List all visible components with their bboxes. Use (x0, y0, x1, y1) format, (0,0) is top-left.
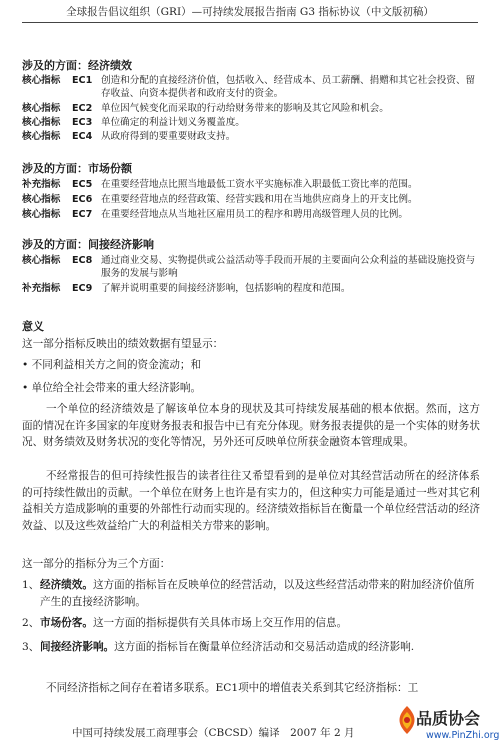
indicator-desc: 单位因气候变化而采取的行动给财务带来的影响及其它风险和机会。 (101, 103, 389, 114)
watermark-url[interactable]: www.PinZhi.org (426, 730, 500, 741)
indicator-desc: 通过商业交易、实物提供或公益活动等手段而开展的主要面向公众利益的基础设施投资与服务的发展与影响 (101, 255, 476, 279)
significance-intro: 这一部分指标反映出的绩效数据有望显示： (22, 338, 224, 350)
page-header: 全球报告倡议组织（GRI）—可持续发展报告指南 G3 指标协议（中文版初稿） (22, 4, 478, 23)
item-text: 这方面的指标旨在衡量单位经济活动和交易活动造成的经济影响. (114, 641, 415, 653)
item-bold-title: 经济绩效。 (40, 579, 93, 591)
indicator-desc: 单位确定的利益计划义务覆盖度。 (101, 117, 245, 128)
aspects-intro: 这一部分的指标分为三个方面： (22, 558, 171, 570)
indicator-desc: 创造和分配的直接经济价值，包括收入、经营成本、员工薪酬、捐赠和其它社会投资、留存收益、向资本提供者和政府支付的资金。 (101, 75, 476, 99)
paragraph-continuation: 不同经济指标之间存在着诸多联系。EC1项中的增值表关系到其它经济指标：工 (46, 682, 419, 694)
item-bold-title: 市场份客。 (40, 617, 93, 629)
bullet-item: • 单位给全社会带来的重大经济影响。 (22, 382, 202, 394)
indicator-code: EC3 (72, 117, 93, 128)
indicator-row-ec1 (22, 74, 482, 100)
indicator-code: EC1 (72, 75, 93, 86)
section-title-economic-performance: 涉及的方面：经济绩效 (22, 59, 132, 72)
indicator-row-ec8 (22, 254, 482, 280)
page-footer: 中国可持续发展工商理事会（CBCSD）编译 2007 年 2 月 (72, 727, 355, 739)
indicator-code: EC6 (72, 194, 93, 205)
indicator-tag: 核心指标 (22, 75, 61, 86)
item-text: 这方面的指标旨在反映单位的经营活动，以及这些经营活动带来的附加经济价值所产生的直接经济影响。 (40, 579, 475, 608)
indicator-desc: 从政府得到的要重要财政支持。 (101, 131, 236, 142)
indicator-tag: 核心指标 (22, 209, 61, 220)
indicator-tag: 核心指标 (22, 103, 61, 114)
indicator-tag: 补充指标 (22, 179, 61, 190)
section-title-market-presence: 涉及的方面：市场份额 (22, 162, 132, 175)
watermark-name: 品质协会 (416, 709, 481, 728)
item-bold-title: 间接经济影响。 (40, 641, 115, 653)
indicator-code: EC5 (72, 179, 93, 190)
indicator-code: EC2 (72, 103, 93, 114)
indicator-desc: 在重要经营地点从当地社区雇用员工的程序和聘用高级管理人员的比例。 (101, 209, 408, 220)
item-text: 这一方面的指标提供有关具体市场上交互作用的信息。 (92, 617, 348, 629)
indicator-desc: 在重要经营地点的经营政策、经营实践和用在当地供应商身上的开支比例。 (101, 194, 418, 205)
aspect-item-economic-performance (22, 577, 480, 610)
watermark-logo (392, 704, 500, 750)
indicator-tag: 核心指标 (22, 131, 61, 142)
indicator-code: EC9 (72, 283, 93, 294)
aspect-item-market-presence (22, 615, 480, 632)
indicator-code: EC8 (72, 255, 93, 266)
paragraph-sustainability-contribution: 不经常报告的但可持续性报告的读者往往又希望看到的是单位对其经营活动所在的经济体系的可持续性做出的贡献。一个单位在财务上也许是有实力的，但这种实力可能是通过一些对其它利益相关方造成影响的重要的外部性行动而实现的。经济绩效指标旨在衡量一个单位经营活动的经济效益、以及这些效益给广大的利益相关方带来的影响。 (22, 470, 480, 532)
indicator-tag: 补充指标 (22, 283, 61, 294)
paragraph-economic-performance: 一个单位的经济绩效是了解该单位本身的现状及其可持续发展基础的根本依据。然而，这方面的情况在许多国家的年度财务报表和报告中已有充分体现。财务报表提供的是一个实体的财务状况、财务绩效及财务状况的变化等情况，另外还可反映单位所获金融资本管理成果。 (22, 403, 480, 448)
section-title-indirect-impacts: 涉及的方面：间接经济影响 (22, 238, 154, 251)
significance-heading: 意义 (22, 320, 44, 333)
indicator-tag: 核心指标 (22, 117, 61, 128)
indicator-code: EC4 (72, 131, 93, 142)
indicator-desc: 了解并说明重要的间接经济影响，包括影响的程度和范围。 (101, 283, 351, 294)
indicator-desc: 在重要经营地点比照当地最低工资水平实施标准入职最低工资比率的范围。 (101, 179, 418, 190)
indicator-code: EC7 (72, 209, 93, 220)
item-number: 1、 (22, 579, 40, 591)
bullet-item: • 不同利益相关方之间的资金流动；和 (22, 359, 202, 371)
item-number: 2、 (22, 617, 40, 629)
item-number: 3、 (22, 641, 40, 653)
indicator-tag: 核心指标 (22, 255, 61, 266)
indicator-tag: 核心指标 (22, 194, 61, 205)
aspect-item-indirect-impacts (22, 639, 480, 656)
